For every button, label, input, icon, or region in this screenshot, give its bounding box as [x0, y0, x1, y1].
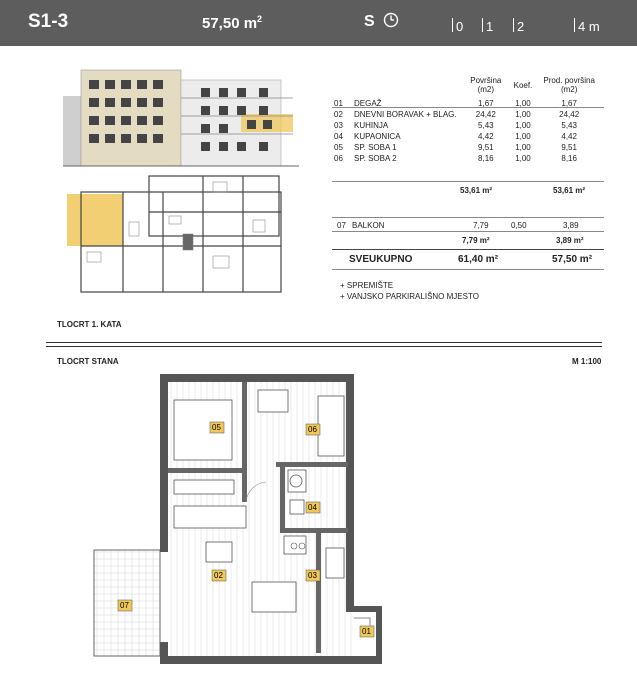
table-row: [332, 109, 604, 120]
table-divider: [332, 181, 604, 182]
room-tag-01: 01: [362, 627, 371, 636]
room-no: 03: [334, 121, 343, 130]
total-net: 57,50 m²: [552, 254, 593, 265]
room-no: 04: [334, 132, 343, 141]
room-net: 4,42: [561, 132, 577, 141]
unit-code: S1-3: [28, 11, 69, 32]
room-name: SP. SOBA 2: [354, 154, 397, 163]
room-tag-06: 06: [308, 425, 317, 434]
extra-parking: + VANJSKO PARKIRALIŠNO MJESTO: [340, 292, 479, 301]
table-row: [332, 153, 604, 164]
room-no: 02: [334, 110, 343, 119]
room-tag-03: 03: [308, 571, 317, 580]
col-header-area: Površina (m2): [470, 76, 502, 94]
room-area: 1,67: [478, 99, 494, 108]
total-area: 61,40 m²: [458, 254, 499, 265]
room-area: 24,42: [475, 110, 496, 119]
room-name: DNEVNI BORAVAK + BLAG.: [354, 110, 457, 119]
scale-mark-2: 2: [513, 18, 524, 32]
room-net: 1,67: [561, 99, 577, 108]
table-row: [332, 120, 604, 131]
room-area: 8,16: [478, 154, 494, 163]
room-no: 01: [334, 99, 343, 108]
room-tag-04: 04: [308, 503, 317, 512]
table-divider: [332, 269, 604, 270]
room-area: 4,42: [478, 132, 494, 141]
table-divider: [332, 249, 604, 250]
scale-mark-4m: 4 m: [574, 18, 600, 32]
caption-unit-plan: TLOCRT STANA: [57, 357, 119, 366]
table-row: [332, 131, 604, 142]
section-divider: [46, 346, 602, 347]
room-tag-02: 02: [214, 571, 223, 580]
orientation-label: S: [364, 13, 375, 30]
scale-mark-1: 1: [482, 18, 493, 32]
table-divider: [332, 231, 604, 232]
room-name: SP. SOBA 1: [354, 143, 397, 152]
caption-floor-1: TLOCRT 1. KATA: [57, 320, 122, 329]
room-tag-05: 05: [212, 423, 221, 432]
room-net: 8,16: [561, 154, 577, 163]
table-divider: [332, 217, 604, 218]
section-divider: [46, 342, 602, 343]
col-header-coef: Koef.: [513, 80, 533, 90]
extra-storage: + SPREMIŠTE: [340, 281, 394, 290]
building-elevation: [63, 66, 299, 170]
room-net: 5,43: [561, 121, 577, 130]
room-tag-07: 07: [120, 601, 129, 610]
room-no: 06: [334, 154, 343, 163]
compass-icon: [383, 12, 399, 28]
subtotal-net: 53,61 m²: [553, 186, 586, 195]
room-area: 5,43: [478, 121, 494, 130]
header-bar: [0, 0, 637, 46]
floor-plan-thumbnail: [63, 172, 303, 300]
scale-mark-0: 0: [452, 18, 463, 32]
room-coef: 1,00: [515, 99, 531, 108]
room-coef: 1,00: [515, 154, 531, 163]
room-name: DEGAŽ: [354, 99, 382, 108]
col-header-net: Prod. površina (m2): [543, 76, 595, 94]
room-coef: 1,00: [515, 121, 531, 130]
room-name: KUPAONICA: [354, 132, 401, 141]
unit-area: 57,50 $m^2$: [202, 14, 263, 32]
room-net: 24,42: [559, 110, 580, 119]
room-area: 9,51: [478, 143, 494, 152]
subtotal-area: 53,61 m²: [460, 186, 493, 195]
table-divider: [332, 107, 604, 108]
room-coef: 1,00: [515, 143, 531, 152]
room-no: 05: [334, 143, 343, 152]
caption-scale: M 1:100: [572, 357, 602, 366]
room-net: 9,51: [561, 143, 577, 152]
total-label: SVEUKUPNO: [349, 254, 413, 265]
room-coef: 1,00: [515, 132, 531, 141]
area-table: [332, 72, 604, 164]
table-row: [332, 142, 604, 153]
unit-floor-plan: [90, 370, 410, 685]
room-name: KUHINJA: [354, 121, 389, 130]
balcony-net-sum: 3,89 m²: [556, 236, 584, 245]
room-coef: 1,00: [515, 110, 531, 119]
balcony-area-sum: 7,79 m²: [462, 236, 490, 245]
